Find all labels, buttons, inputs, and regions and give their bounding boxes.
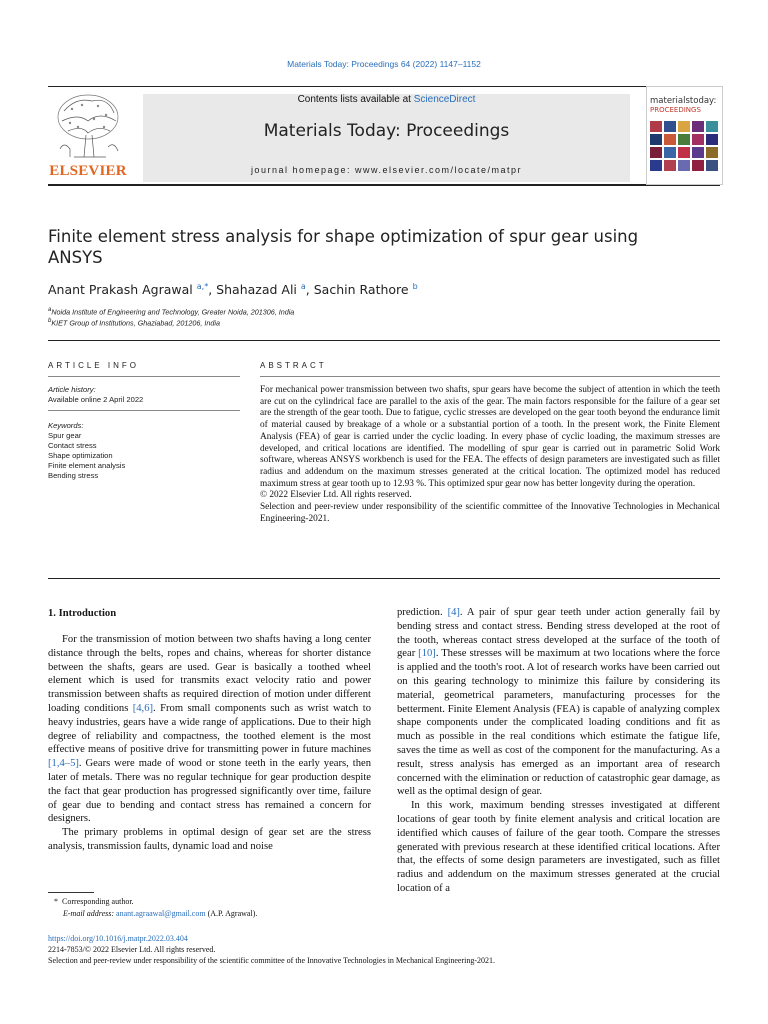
author-affiliation-marker[interactable]: a,* [196,282,209,291]
citation-link[interactable]: [4,6] [132,702,154,714]
keyword-item: Contact stress [48,441,97,450]
keyword-item: Bending stress [48,471,99,480]
corresponding-author-note: * Corresponding author. [54,897,134,906]
author-affiliation-marker[interactable]: b [412,282,418,291]
author-name[interactable]: Shahazad Ali [216,282,297,298]
review-note: Selection and peer-review under responsibility of the scientific committee of the Innovative Technologies in Mechanical Engineering-2021. [48,956,495,965]
paragraph: The primary problems in optimal design of gear set are the stress analysis, transmission faults, dynamic load and noise [48,827,371,852]
abstract-review-note: Selection and peer-review under responsibility of the scientific committee of the Innovative Technologies in Mechanical Engineering-2021. [260,502,720,524]
article-history: Article history: Available online 2 April 2022 [48,385,144,404]
cover-mosaic [650,121,718,171]
affiliation: $^a$Noida Institute of Engineering and Technology, Greater Noida, 201306, India [48,307,295,317]
paragraph: prediction. [4]. A pair of spur gear teeth under action generally fail by bending stress and contact stress. Bending stress developed at the root of the tooth, whereas contact stress developed at the surface of the tooth of gear [10]. These stresses will be maximum at two locations where the force is applied and the tooth's root. A lot of research works have been carried out on this gearing technology to minimize this failure by considering its material, geometrical parameters, manufacturing processes for the betterment. Finite Element Analysis (FEA) is capable of analyzing complex shape components under the complicated loading conditions and fit as much as possible in the real conditions which estimate the fatigue life, saves the time as well as cost of the component for the manufacturing. As a result, stress analysis has emerged as an important area of research concerned with the elimination or reduction of catastrophic gear damage, as well as the optimal design of gear. [397,607,721,798]
author-affiliation-marker[interactable]: a [300,282,306,291]
journal-cover-image[interactable] [646,86,723,185]
sciencedirect-link[interactable]: ScienceDirect [413,94,476,105]
citation-link[interactable]: [4] [447,607,460,618]
author-name[interactable]: Anant Prakash Agrawal [48,282,193,298]
section-rule [48,578,720,579]
abstract-heading: ABSTRACT [260,361,327,370]
journal-reference[interactable]: Materials Today: Proceedings 64 (2022) 1147–1152 [287,59,481,69]
doi-link[interactable]: https://doi.org/10.1016/j.matpr.2022.03.404 [48,934,188,943]
journal-title: Materials Today: Proceedings [263,121,510,141]
cover-title: materialstoday: PROCEEDINGS [650,96,717,114]
email-link[interactable]: anant.agraawal@gmail.com [116,909,206,918]
section-rule [48,340,720,341]
header-bottom-rule [48,184,720,186]
section-heading-introduction: 1. Introduction [48,608,117,619]
contents-line: Contents lists available at ScienceDirect [297,94,476,105]
author-list: Anant Prakash Agrawal $^{a,*}$, Shahazad Ali $^a$, Sachin Rathore $^b$ [48,282,418,298]
abstract-body: For mechanical power transmission between two shafts, spur gears have become the subject of attention in which the teeth are cut on the cylindrical face are parallel to the axis of the gear. The main factors responsible for the failure of a gear set are the strength of the gear tooth. Due to fatigue, cyclic stresses are developed on the gear tooth beyond the endurance limit of material caused by breakage of a whole or a substantial portion of a tooth. In the present work, the Finite Element Analysis (FEA) of gear is carried under the cyclic loading. In every phase of cyclic loading, the maximum stresses are developed, and critical locations are identified. The modelling of spur gear is carried out in parametric Solid Work software, whereas ANSYS workbench is used for the FEA. The effects of design parameters are investigated such as fillet radius and addendum on the maximum stresses generated at the critical location. The optimized model has reduced maximum stress at gear tooth up to 12.93 %. This optimized spur gear now has better longevity during the operation. © 2022 Elsevier Ltd. All rights reserved. Selection and peer-review under responsibility of the scientific committee of the Innovative Technologies in Mechanical Engineering-2021. [260,385,720,524]
abstract-copyright: © 2022 Elsevier Ltd. All rights reserved. [260,490,412,501]
article-info-rule [48,376,240,377]
paragraph: In this work, maximum bending stresses investigated at different locations of gear tooth by finite element analysis and critical location are identified which causes of failure of the gear tooth. Compare the stresses generated with previous research at these identified critical locations. After that, the effects of some design parameters are investigated, such as fillet radius and addendum on the maximum stresses generated at the crucial location of a [397,800,720,894]
citation-link[interactable]: [1,4–5] [48,758,79,770]
paragraph: For the transmission of motion between two shafts having a long center distance through the belts, ropes and chains, whereas for shorter distance between the shafts, gears are used. Gear is basically a toothed wheel element which is used for transmits exact velocity ratio and power transmission between shafts as required direction of motion under different loading conditions [4,6]. From small components such as wrist watch to heavy industries, gears have a wide range of applications. Due to their high degree of reliability and compactness, the toothed element is the most effective means of positive drive for transmitting power in future machines [1,4–5]. Gears were made of wood or stone teeth in the early years, then later of metals. There was no regular technique for gear production despite the fact that gear production has progressed significantly over time, failure of gear due to bending and contact stress has remained a concern for designers. [48,634,372,825]
email-note: E-mail address: anant.agraawal@gmail.com (A.P. Agrawal). [63,909,258,918]
citation-link[interactable]: [10] [418,648,436,660]
issn-copyright: 2214-7853/© 2022 Elsevier Ltd. All rights reserved. [48,945,216,954]
keyword-item: Shape optimization [48,451,113,460]
footnote-rule [48,892,94,893]
journal-homepage[interactable]: journal homepage: www.elsevier.com/locate/matpr [250,165,523,175]
article-info-rule [48,410,240,411]
affiliation: $^b$KIET Group of Institutions, Ghaziabad, 201206, India [48,318,220,328]
keyword-item: Finite element analysis [48,461,126,470]
abstract-rule [260,376,720,377]
right-column [397,606,720,896]
keywords: Keywords: Spur gear Contact stress Shape optimization Finite element analysis Bending stress [48,421,126,480]
author-name[interactable]: Sachin Rathore [313,282,409,298]
paper-title: Finite element stress analysis for shape optimization of spur gear using ANSYS [48,227,639,267]
elsevier-wordmark: ELSEVIER [49,163,127,179]
left-column [48,633,371,854]
header-top-rule [48,86,720,87]
keyword-item: Spur gear [48,431,82,440]
article-info-heading: ARTICLE INFO [48,361,139,370]
